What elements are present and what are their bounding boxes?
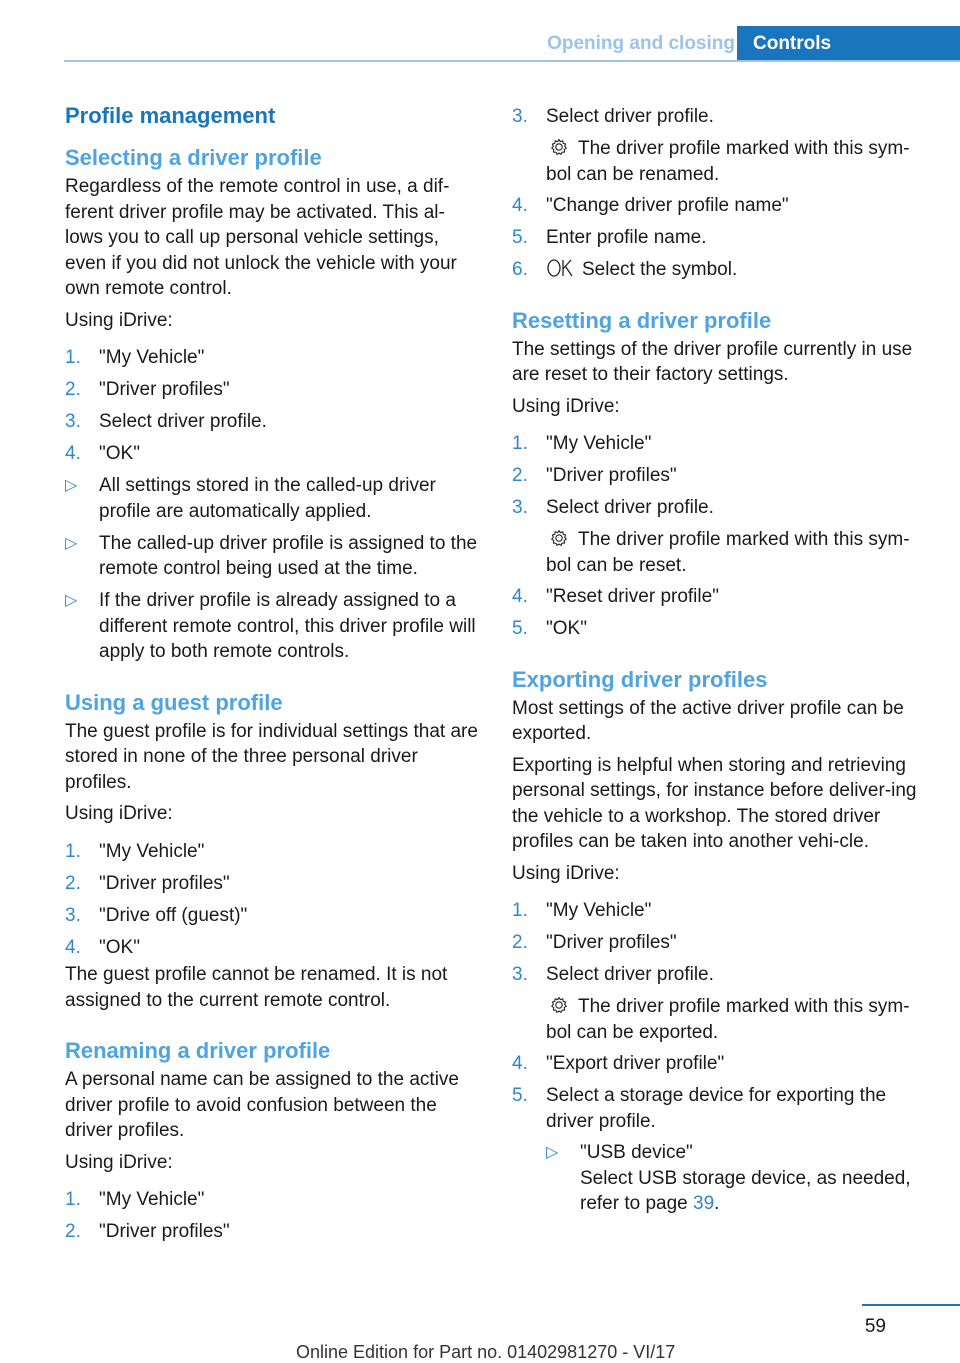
- triangle-bullet-icon: ▷: [65, 477, 78, 494]
- list-item: 2. "Driver profiles": [65, 872, 230, 894]
- right-column: [512, 98, 932, 1223]
- list-item: 1. "My Vehicle": [65, 840, 205, 862]
- symbol-note: The driver profile marked with this sym-bol can be renamed.: [546, 138, 910, 185]
- paragraph: The guest profile is for individual settings that are stored in none of the three personal driver profiles.: [65, 720, 478, 793]
- list-item: 3. Select driver profile.: [65, 411, 267, 432]
- list-item: 3. Select driver profile.: [512, 964, 714, 985]
- list-item: 2. "Driver profiles": [512, 465, 677, 486]
- left-column: [65, 98, 479, 1251]
- using-idrive: Using iDrive:: [65, 309, 173, 331]
- steps-list: [65, 1187, 479, 1245]
- list-item: 3. Select driver profile.: [512, 106, 714, 127]
- heading-renaming: Renaming a driver profile: [65, 1038, 331, 1063]
- list-item: 2. "Driver profiles": [65, 379, 230, 400]
- ok-icon: [546, 258, 574, 278]
- list-item: 1. "My Vehicle": [65, 1189, 205, 1210]
- header-rule: [64, 60, 960, 62]
- using-idrive: Using iDrive:: [512, 862, 620, 884]
- paragraph: Regardless of the remote control in use, a dif-ferent driver profile may be activated. This al-lows you to call up personal vehicle settings, even if you did not unlock the vehicle with your own remote control.: [65, 176, 457, 299]
- list-item: 5. "OK": [512, 618, 587, 639]
- steps-list: [512, 584, 932, 642]
- steps-list: [65, 839, 479, 961]
- list-item: ▷ All settings stored in the called-up driver profile are automatically applied.: [65, 475, 436, 522]
- using-idrive: Using iDrive:: [65, 1151, 173, 1173]
- triangle-bullet-icon: ▷: [65, 592, 78, 609]
- steps-list: [512, 431, 932, 521]
- heading-resetting: Resetting a driver profile: [512, 307, 772, 333]
- page-link[interactable]: 39: [693, 1193, 715, 1214]
- using-idrive: Using iDrive:: [65, 803, 173, 824]
- symbol-note: The driver profile marked with this sym-bol can be exported.: [546, 996, 910, 1043]
- list-item: 3. "Drive off (guest)": [65, 904, 248, 926]
- gear-icon: [548, 995, 570, 1015]
- gear-icon: [548, 528, 570, 548]
- paragraph: The settings of the driver profile currently in use are reset to their factory settings.: [512, 338, 913, 385]
- list-item: 6. Select the symbol.: [512, 259, 738, 280]
- heading-selecting: Selecting a driver profile: [65, 145, 322, 170]
- list-item: ▷ The called-up driver profile is assigned to the remote control being used at the time.: [65, 532, 478, 579]
- list-item: 4. "OK": [65, 936, 140, 958]
- list-item: 5. Select a storage device for exporting the driver profile. ▷ "USB device" Select USB storage device, as needed, refer to page 39.: [512, 1083, 932, 1217]
- footer-text: Online Edition for Part no. 01402981270 - VI/17: [296, 1342, 676, 1362]
- triangle-bullet-icon: ▷: [546, 1144, 559, 1161]
- paragraph: A personal name can be assigned to the active driver profile to avoid confusion between the driver profiles.: [65, 1069, 459, 1141]
- list-item: ▷ "USB device" Select USB storage device, as needed, refer to page 39.: [546, 1142, 911, 1214]
- triangle-bullet-icon: ▷: [65, 534, 78, 552]
- page-number: 59: [864, 1316, 886, 1337]
- paragraph: Exporting is helpful when storing and retrieving personal settings, for instance before deliver-ing the vehicle to a workshop. The stored driver profiles can be taken into another vehi-cle.: [512, 754, 917, 852]
- steps-list: [512, 104, 932, 130]
- list-item: 2. "Driver profiles": [512, 932, 677, 953]
- gear-icon: [548, 137, 570, 157]
- header-chapter: Controls: [737, 26, 960, 62]
- list-item: 4. "Change driver profile name": [512, 195, 789, 216]
- paragraph: Most settings of the active driver profile can be exported.: [512, 697, 904, 744]
- bullet-list: [546, 1140, 932, 1217]
- nested-list: [546, 1140, 932, 1217]
- list-item: 5. Enter profile name.: [512, 227, 707, 248]
- steps-list: [512, 193, 932, 283]
- list-item: 3. Select driver profile.: [512, 497, 714, 518]
- bullet-list: [65, 473, 479, 665]
- list-item: 4. "Reset driver profile": [512, 586, 719, 607]
- steps-list: [512, 898, 932, 988]
- using-idrive: Using iDrive:: [512, 395, 620, 417]
- page-number-rule: [862, 1304, 960, 1306]
- steps-list: [512, 1051, 932, 1217]
- header-section: Opening and closing: [547, 33, 735, 54]
- heading-guest: Using a guest profile: [65, 689, 283, 715]
- list-item: 4. "OK": [65, 443, 140, 464]
- symbol-note: The driver profile marked with this sym-bol can be reset.: [546, 529, 910, 576]
- steps-list: [65, 345, 479, 467]
- paragraph: The guest profile cannot be renamed. It is not assigned to the current remote control.: [65, 964, 448, 1011]
- list-item: 1. "My Vehicle": [65, 347, 205, 368]
- heading-exporting: Exporting driver profiles: [512, 666, 768, 692]
- list-item: 2. "Driver profiles": [65, 1221, 230, 1242]
- list-item: 4. "Export driver profile": [512, 1053, 725, 1074]
- list-item: ▷ If the driver profile is already assigned to a different remote control, this driver profile will apply to both remote controls.: [65, 590, 476, 662]
- list-item: 1. "My Vehicle": [512, 433, 652, 454]
- page-title: Profile management: [65, 103, 276, 128]
- list-item: 1. "My Vehicle": [512, 900, 652, 921]
